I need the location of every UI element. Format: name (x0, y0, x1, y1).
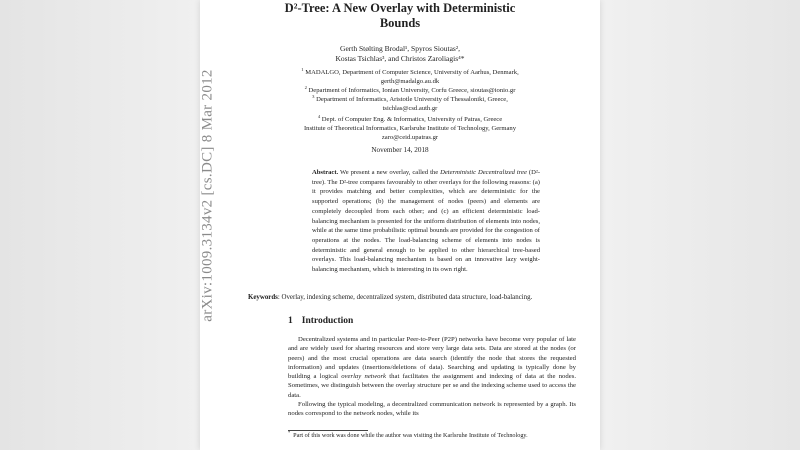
affiliation-1-email: gerth@madalgo.au.dk (380, 78, 440, 85)
affiliation-4-text: Dept. of Computer Eng. & Informatics, University of Patras, Greece (321, 116, 503, 123)
affiliation-3-email: tsichlas@csd.auth.gr (382, 105, 438, 112)
author-line-1: Gerth Stølting Brodal¹, Spyros Sioutas², (340, 44, 460, 53)
affiliation-2 (260, 86, 560, 95)
abstract-text-rest: (D²-tree). The D²-tree compares favourably to other overlays for the following reasons: (a) it provides matching and better complexities, which are deterministic for the supported operations; (b) the management of nodes (peers) and elements are completely decoupled from each other; and (c) an efficient deterministic load-balancing mechanism is presented for the uniform distribution of elements into nodes, while at the same time probabilistic optimal bounds are provided for the congestion of operations at the nodes. The load-balancing scheme of elements into nodes is deterministic and general enough to be applied to other hierarchical tree-based overlays. This load-balancing mechanism is based on an innovative lazy weight-balancing mechanism, which is interesting in its own right. (312, 169, 541, 274)
paragraph-1-italic: overlay network (341, 373, 387, 381)
affiliation-4 (260, 115, 560, 142)
affiliation-1 (260, 68, 560, 86)
arxiv-stamp (193, 60, 223, 330)
section-number: 1 (288, 316, 293, 326)
affiliations (260, 68, 560, 142)
affiliation-4-mark: 4 (317, 113, 321, 119)
pdf-page (200, 0, 600, 450)
body-text (288, 335, 576, 419)
affiliation-4-institute: Institute of Theoretical Informatics, Karlsruhe Institute of Technology, Germany (303, 125, 516, 132)
paper-date: November 14, 2018 (371, 146, 429, 154)
viewer-backdrop-left (0, 0, 200, 450)
affiliation-2-text: Department of Informatics, Ionian University, Corfu Greece, sioutas@ionio.gr (308, 87, 516, 94)
abstract-label: Abstract. (312, 169, 339, 176)
section-title-text: Introduction (301, 316, 354, 326)
paper-title (200, 1, 600, 31)
abstract-text-start: We present a new overlay, called the (338, 169, 441, 176)
affiliation-1-text: MADALGO, Department of Computer Science, University of Aarhus, Denmark, (305, 69, 519, 76)
paragraph-1 (288, 335, 576, 400)
keywords-text: : Overlay, indexing scheme, decentralized system, distributed data structure, load-balancing. (277, 294, 533, 301)
affiliation-3-mark: 3 (312, 93, 315, 99)
author-list (200, 44, 600, 64)
paper-title-line-2: Bounds (379, 16, 421, 30)
footnote-mark: * (288, 429, 291, 435)
affiliation-4-email: zaro@ceid.upatras.gr (381, 134, 439, 141)
keywords-label: Keywords (248, 294, 278, 301)
viewer-backdrop-right (600, 0, 800, 450)
author-line-2: Kostas Tsichlas³, and Christos Zaroliagis⁴* (335, 54, 465, 63)
affiliation-1-mark: 1 (301, 66, 304, 72)
paragraph-1-start: Decentralized systems and in particular Peer-to-Peer (P2P) networks have become very popular of late and are widely used for sharing resources and store very large data sets. Data are stored at the nodes (or peers) and the most crucial operations are data search (identify the node that stores the requested information) and updates (insertions/deletions of data). Searching and updating is typically done by building a logical (288, 336, 576, 381)
footnote-text: Part of this work was done while the author was visiting the Karlsruhe Institute of Technology. (293, 432, 528, 439)
paper-title-line-1: D²-Tree: A New Overlay with Deterministic (284, 1, 516, 15)
section-heading (288, 316, 353, 326)
affiliation-3-text: Department of Informatics, Aristotle University of Thessaloniki, Greece, (316, 96, 508, 103)
arxiv-id: arXiv:1009.3134v2 [cs.DC] 8 Mar 2012 (199, 68, 216, 322)
abstract-italic-term: Deterministic Decentralized tree (440, 169, 527, 176)
footnote-divider (288, 430, 368, 431)
abstract (312, 168, 540, 275)
paragraph-1-end: that facilitates the assignment and indexing of data at the nodes. Sometimes, we distinguish between the overlay structure per se and the indexing scheme used to access the data. (288, 373, 576, 399)
affiliation-3 (260, 95, 560, 113)
keywords (248, 293, 600, 302)
paragraph-2: Following the typical modeling, a decentralized communication network is represented by a graph. Its nodes correspond to the network nodes, while its (288, 401, 576, 418)
affiliation-2-mark: 2 (304, 84, 307, 90)
footnote (288, 429, 576, 441)
